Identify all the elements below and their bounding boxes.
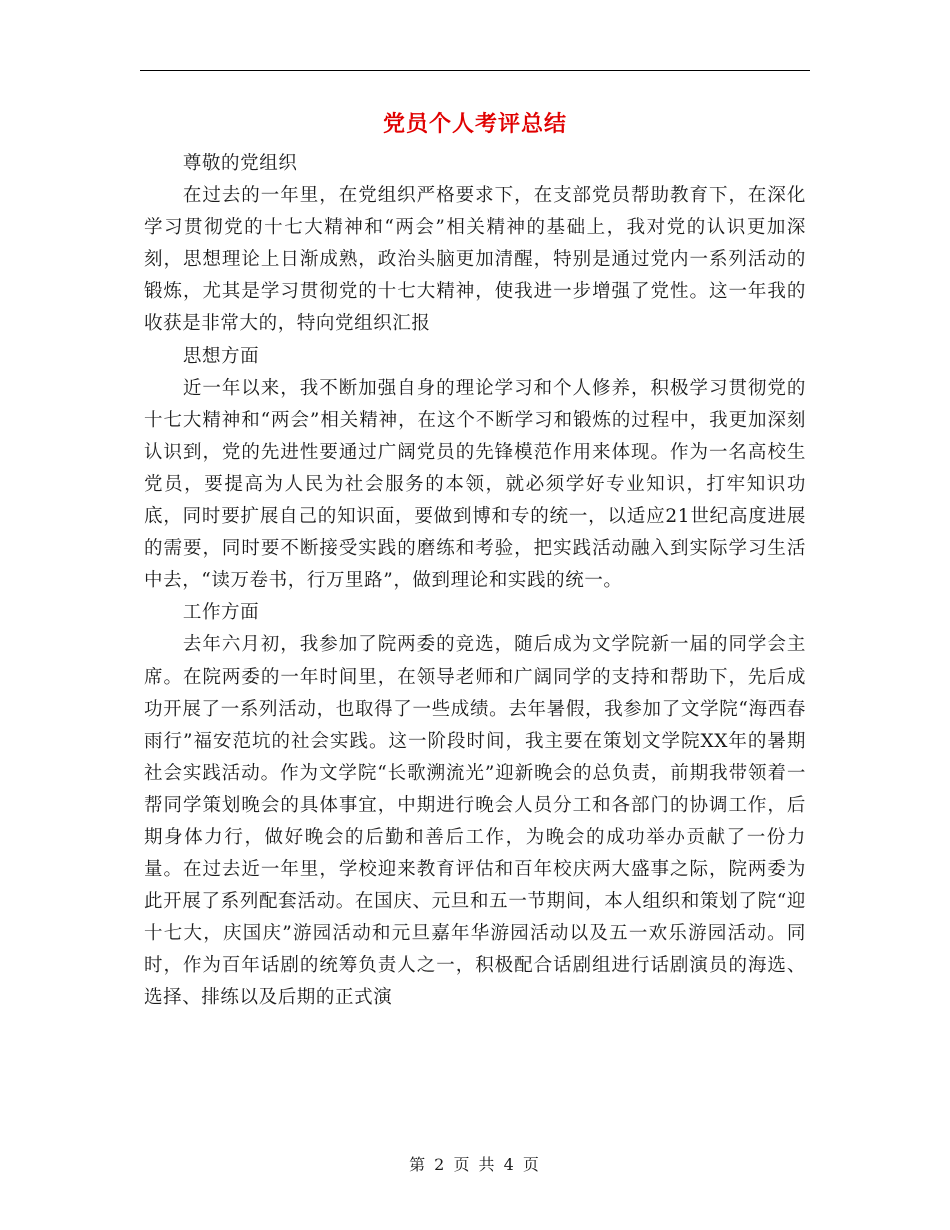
section-heading-work: 工作方面 xyxy=(182,602,260,624)
page-number: 第 2 页 共 4 页 xyxy=(409,1155,541,1174)
paragraph-thought: 近一年以来，我不断加强自身的理论学习和个人修养，积极学习贯彻党的十七大精神和“两会”相关精神，在这个不断学习和锻炼的过程中，我更加深刻认识到，党的先进性要通过广阔党员的先锋模范作用来体现。作为一名高校生党员，要提高为人民为社会服务的本领，就必须学好专业知识，打牢知识功底，同时要扩展自己的知识面，要做到博和专的统一，以适应21世纪高度进展的需要，同时要不断接受实践的磨练和考验，把实践活动融入到实际学习生活中去，“读万卷书，行万里路”，做到理论和实践的统一。 xyxy=(144,377,806,592)
section-heading-thought: 思想方面 xyxy=(182,345,260,367)
document-body xyxy=(144,148,806,1015)
header-rule xyxy=(140,70,810,71)
paragraph-work: 去年六月初，我参加了院两委的竞选，随后成为文学院新一届的同学会主席。在院两委的一年时间里，在领导老师和广阔同学的支持和帮助下，先后成功开展了一系列活动，也取得了一些成绩。去年暑假，我参加了文学院“海西春雨行”福安范坑的社会实践。这一阶段时间，我主要在策划文学院XX年的暑期社会实践活动。作为文学院“长歌溯流光”迎新晚会的总负责，前期我带领着一帮同学策划晚会的具体事宜，中期进行晚会人员分工和各部门的协调工作，后期身体力行，做好晚会的后勤和善后工作，为晚会的成功举办贡献了一份力量。在过去近一年里，学校迎来教育评估和百年校庆两大盛事之际，院两委为此开展了系列配套活动。在国庆、元旦和五一节期间，本人组织和策划了院“迎十七大，庆国庆”游园活动和元旦嘉年华游园活动以及五一欢乐游园活动。同时，作为百年话剧的统筹负责人之一，积极配合话剧组进行话剧演员的海选、选择、排练以及后期的正式演 xyxy=(144,634,806,1009)
salutation: 尊敬的党组织 xyxy=(182,153,298,174)
document-title: 党员个人考评总结 xyxy=(382,111,567,137)
paragraph-intro: 在过去的一年里，在党组织严格要求下，在支部党员帮助教育下，在深化学习贯彻党的十七大精神和“两会”相关精神的基础上，我对党的认识更加深刻，思想理论上日渐成熟，政治头脑更加清醒，特别是通过党内一系列活动的锻炼，尤其是学习贯彻党的十七大精神，使我进一步增强了党性。这一年我的收获是非常大的，特向党组织汇报 xyxy=(144,185,806,335)
